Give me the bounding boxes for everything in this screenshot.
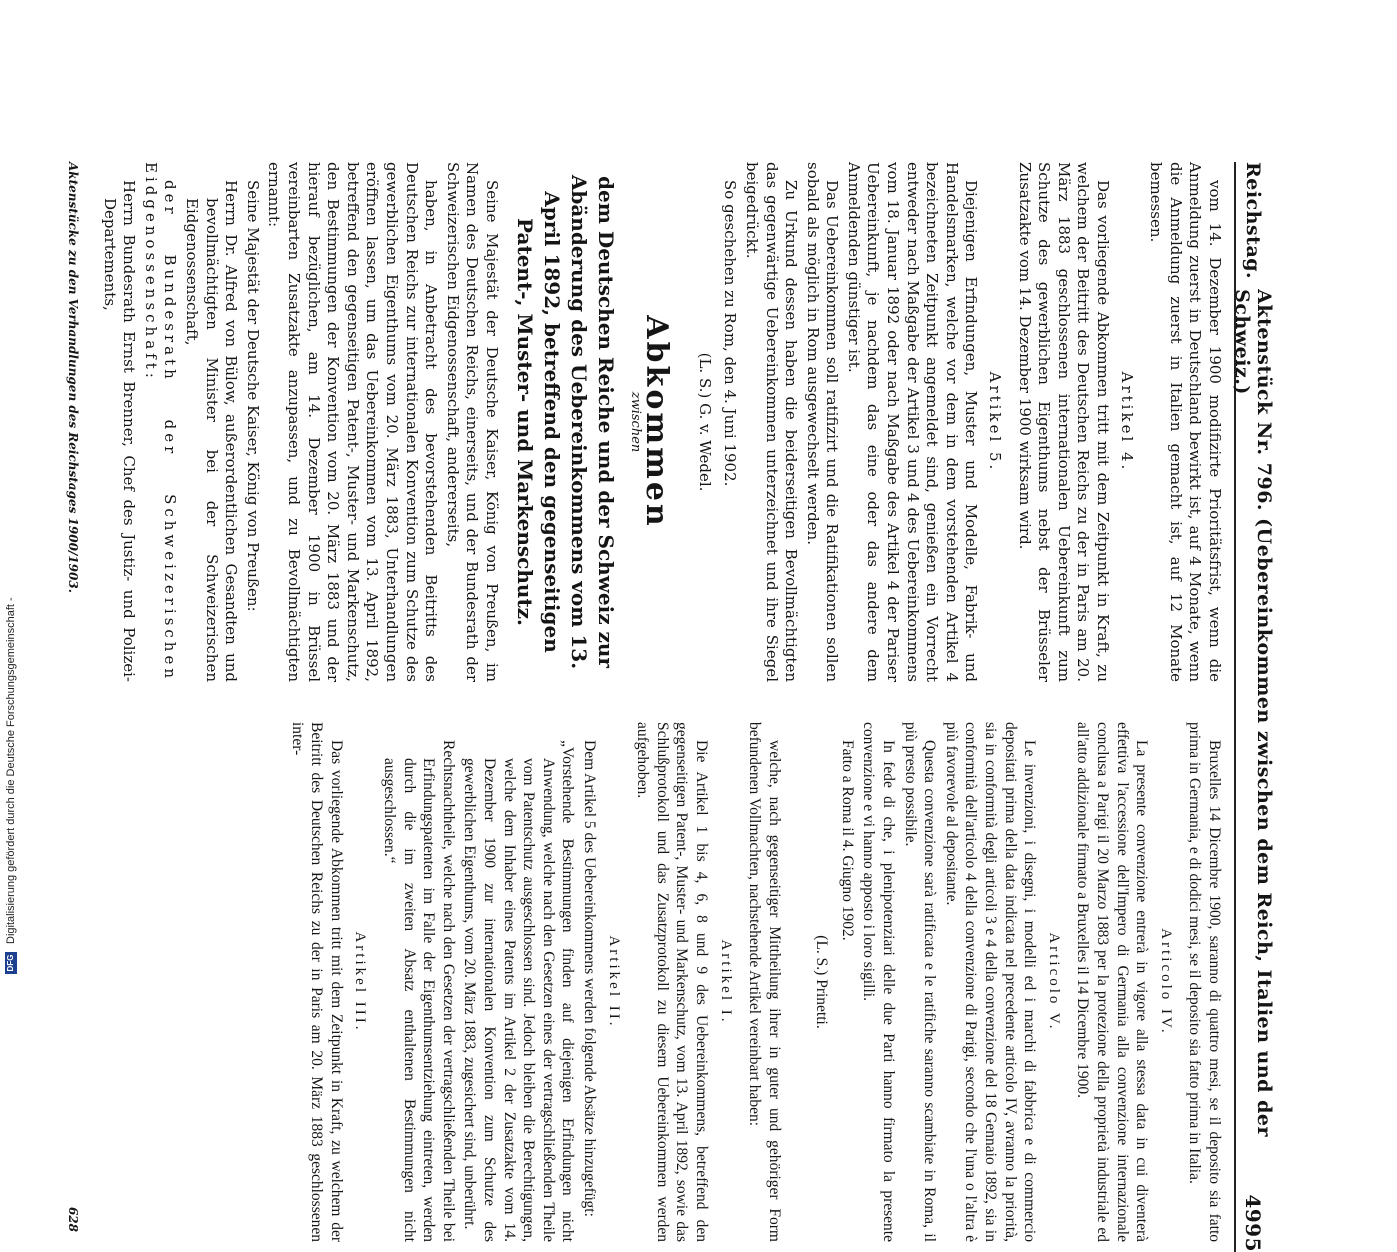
article-text: Zu Urkund dessen haben die beiderseitigen Bevollmächtigten das gegenwärtige Uebereinkommen unterzeichnet und ihre Siegel beigedrückt. — [742, 162, 801, 682]
digitization-note — [4, 0, 18, 1000]
plenipotentiary-intro: Seine Majestät der Deutsche Kaiser, König von Preußen: — [243, 180, 262, 612]
digitization-text: Digitalisierung gefördert durch die Deutsche Forschungsgemeinschaft - — [5, 597, 17, 944]
footer-source: Aktenstücke zu den Verhandlungen des Reichstages 1900/1903. — [66, 162, 80, 593]
header-left: Reichstag. — [1242, 162, 1264, 280]
article-text: Die Artikel 1 bis 4, 6, 8 und 9 des Uebereinkommens, betreffend den gegenseitigen Patent-, Muster- und Markenschutz, vom 13. April 1892, sowie das Schlußprotokoll und das Zusatzprotokoll zu diesem Uebereinkommen werden aufgehoben. — [634, 722, 710, 1242]
italian-column — [285, 722, 1224, 1242]
article-heading: Articolo IV. — [1157, 928, 1174, 1036]
plenipotentiary-intro: der Bundesrath der Schweizerischen Eidgenossenschaft: — [141, 162, 180, 682]
article-text: Diejenigen Erfindungen, Muster und Modelle, Fabrik- und Handelsmarken, welche vor dem in dem vorstehenden Artikel 4 bezeichneten Zeitpunkt angemeldet sind, genießen ein Vorrecht entweder nach Maßgabe der Artikel 3 und 4 des Uebereinkommens vom 18. Januar 1892 oder nach Maßgabe des Artikel 4 der Pariser Uebereinkunft, je nachdem das eine oder das andere dem Anmeldenden günstiger ist. — [844, 162, 981, 682]
header-page-number: 4995 — [1241, 1194, 1265, 1252]
article-text: In fede di che, i plenipotenziari delle due Parti hanno firmato la presente convenzione e vi hanno apposto i loro sigilli. — [860, 722, 898, 1242]
article-text: Das vorliegende Abkommen tritt mit dem Zeitpunkt in Kraft, zu welchem der Beitritt des Deutschen Reichs zu der in Paris am 20. März 1883 geschlossenen internationalen Uebereinkunft zum Schutze des gewerblichen Eigenthums nebst der Brüsseler Zusatzakte vom 14. Dezember 1900 wirksam wird. — [1015, 162, 1113, 682]
page-header — [1231, 162, 1275, 1252]
article-text: Das vorliegende Abkommen tritt mit dem Zeitpunkt in Kraft, zu welchem der Beitritt des Deutschen Reichs zu der in Paris am 20. März 1883 geschlossenen inter- — [288, 722, 345, 1242]
intro-text: Bruxelles 14 Dicembre 1900, saranno di quattro mesi, se il deposito sia fatto prima in Germania, e di dodici mesi, se il deposito sia fatto prima in Italia. — [1186, 722, 1223, 1242]
article-text: Questa convenzione sarà ratificata e le ratifiche saranno scambiate in Roma, il più presto possibile. — [901, 722, 939, 1242]
signature: (L. S.) G. v. Wedel. — [695, 352, 714, 492]
article-heading: Articolo V. — [1045, 932, 1062, 1032]
footer-page-number: 628 — [66, 1206, 80, 1232]
article-heading: Artikel II. — [605, 935, 622, 1029]
article-heading: Artikel I. — [717, 939, 734, 1025]
quoted-text: „Vorstehende Bestimmungen finden auf diejenigen Erfindungen nicht Anwendung, welche nach den Gesetzen eines der vertragschließenden Theile vom Patentschutz ausgeschlossen sind. Jedoch bleiben die Berechtigungen, welche dem Inhaber eines Patents im Artikel 2 der Zusatzakte vom 14. Dezember 1900 zur internationalen Konvention zum Schutze des gewerblichen Eigenthums, vom 20. März 1883, zugesichert sind, unberührt. — [461, 740, 577, 1242]
german-column — [97, 162, 1224, 682]
page-footer — [56, 162, 80, 1252]
article-text: Dem Artikel 5 des Uebereinkommens werden folgende Absätze hinzugefügt: — [580, 740, 598, 1217]
preamble-text: haben, in Anbetracht des bevorstehenden Beitritts des Deutschen Reichs zur internationalen Konvention zum Schutze des gewerblichen Eigenthums vom 20. März 1883, Unterhandlungen eröffnen lassen, um das Uebereinkommen vom 13. April 1892, betreffend den gegenseitigen Patent-, Muster- und Markenschutz, den Bestimmungen der Konvention vom 20. März 1883 und der hierauf bezüglichen, am 14. Dezember 1900 in Brüssel vereinbarten Zusatzakte anzupassen, und zu Bevollmächtigten ernannt: — [265, 162, 441, 682]
article-text: Das Uebereinkommen soll ratifizirt und die Ratifikationen sollen sobald als möglich in Rom ausgewechselt werden. — [803, 162, 842, 682]
article-text: Le invenzioni, i disegni, i modelli ed i marchi di fabbrica e di commercio depositati prima della data indicata nel precedente articolo IV, avranno la priorità, sia in conformità degli articoli 3 e 4 della convenzione del 18 Gennaio 1892, sia in conformità dell'articolo 4 della convenzione di Parigi, secondo che l'una o l'altra è più favorevole al depositante. — [942, 722, 1039, 1242]
agreement-subtitle: dem Deutschen Reiche und der Schweiz zur Abänderung des Uebereinkommens vom 13. April 1892, betreffend den gegenseitigen Patent-, Muster- und Markenschutz. — [512, 174, 618, 670]
date-line: Fatto a Roma il 4. Giugno 1902. — [838, 740, 856, 941]
signature: (L. S.) Prinetti. — [813, 935, 831, 1029]
plenipotentiary: Herrn Bundesrath Ernst Brenner, Chef des Justiz- und Polizei-Departements, — [100, 180, 139, 682]
plenipotentiary: Herrn Dr. Alfred von Bülow, außerordentlichen Gesandten und bevollmächtigten Minister bei der Schweizerischen Eidgenossenschaft, — [183, 180, 241, 682]
preamble-text: Seine Majestät der Deutsche Kaiser, König von Preußen, im Namen des Deutschen Reichs, einerseits, und der Bundesrath der Schweizerischen Eidgenossenschaft, andererseits, — [443, 162, 501, 682]
article-heading: Artikel 5. — [986, 371, 1005, 473]
rotated-page — [10, 162, 1275, 1252]
quoted-text: Rechtsnachtheile, welche nach den Gesetzen der vertragschließenden Theile bei Erfindungspatenten im Falle der Eigenthumsentziehung eintreten, werden durch die im zweiten Absatz enthaltenen Bestimmungen nicht ausgeschlossen.“ — [381, 740, 457, 1242]
agreement-title: Abkommen — [639, 315, 675, 529]
header-title: Aktenstück Nr. 796. (Uebereinkommen zwischen dem Reich, Italien und der Schweiz.) — [1231, 289, 1275, 1137]
continuation-text: welche, nach gegenseitiger Mittheilung ihrer in guter und gehöriger Form befundenen Vollmachten, nachstehende Artikel vereinbart haben: — [746, 722, 783, 1242]
article-text: La presente convenzione entrerà in vigore alla stessa data in cui diventerà effettiva l'accessione dell'Impero di Germania alla convenzione internazionale conclusa a Parigi il 20 Marzo 1883 per la protezione della proprietà industriale ed all'atto addizionale firmato a Bruxelles il 14 Dicembre 1900. — [1074, 722, 1151, 1242]
article-heading: Artikel III. — [352, 931, 369, 1033]
date-line: So geschehen zu Rom, den 4. Juni 1902. — [721, 180, 740, 487]
intro-text: vom 14. Dezember 1900 modifizirte Prioritätsfrist, wenn die Anmeldung zuerst in Deutschland bewirkt ist, auf 4 Monate, wenn die Anmeldung zuerst in Italien gemacht ist, auf 12 Monate bemessen. — [1147, 162, 1224, 682]
between-label: zwischen — [627, 391, 643, 453]
dfg-logo-icon: DFG — [5, 952, 17, 974]
article-heading: Artikel 4. — [1117, 371, 1136, 473]
